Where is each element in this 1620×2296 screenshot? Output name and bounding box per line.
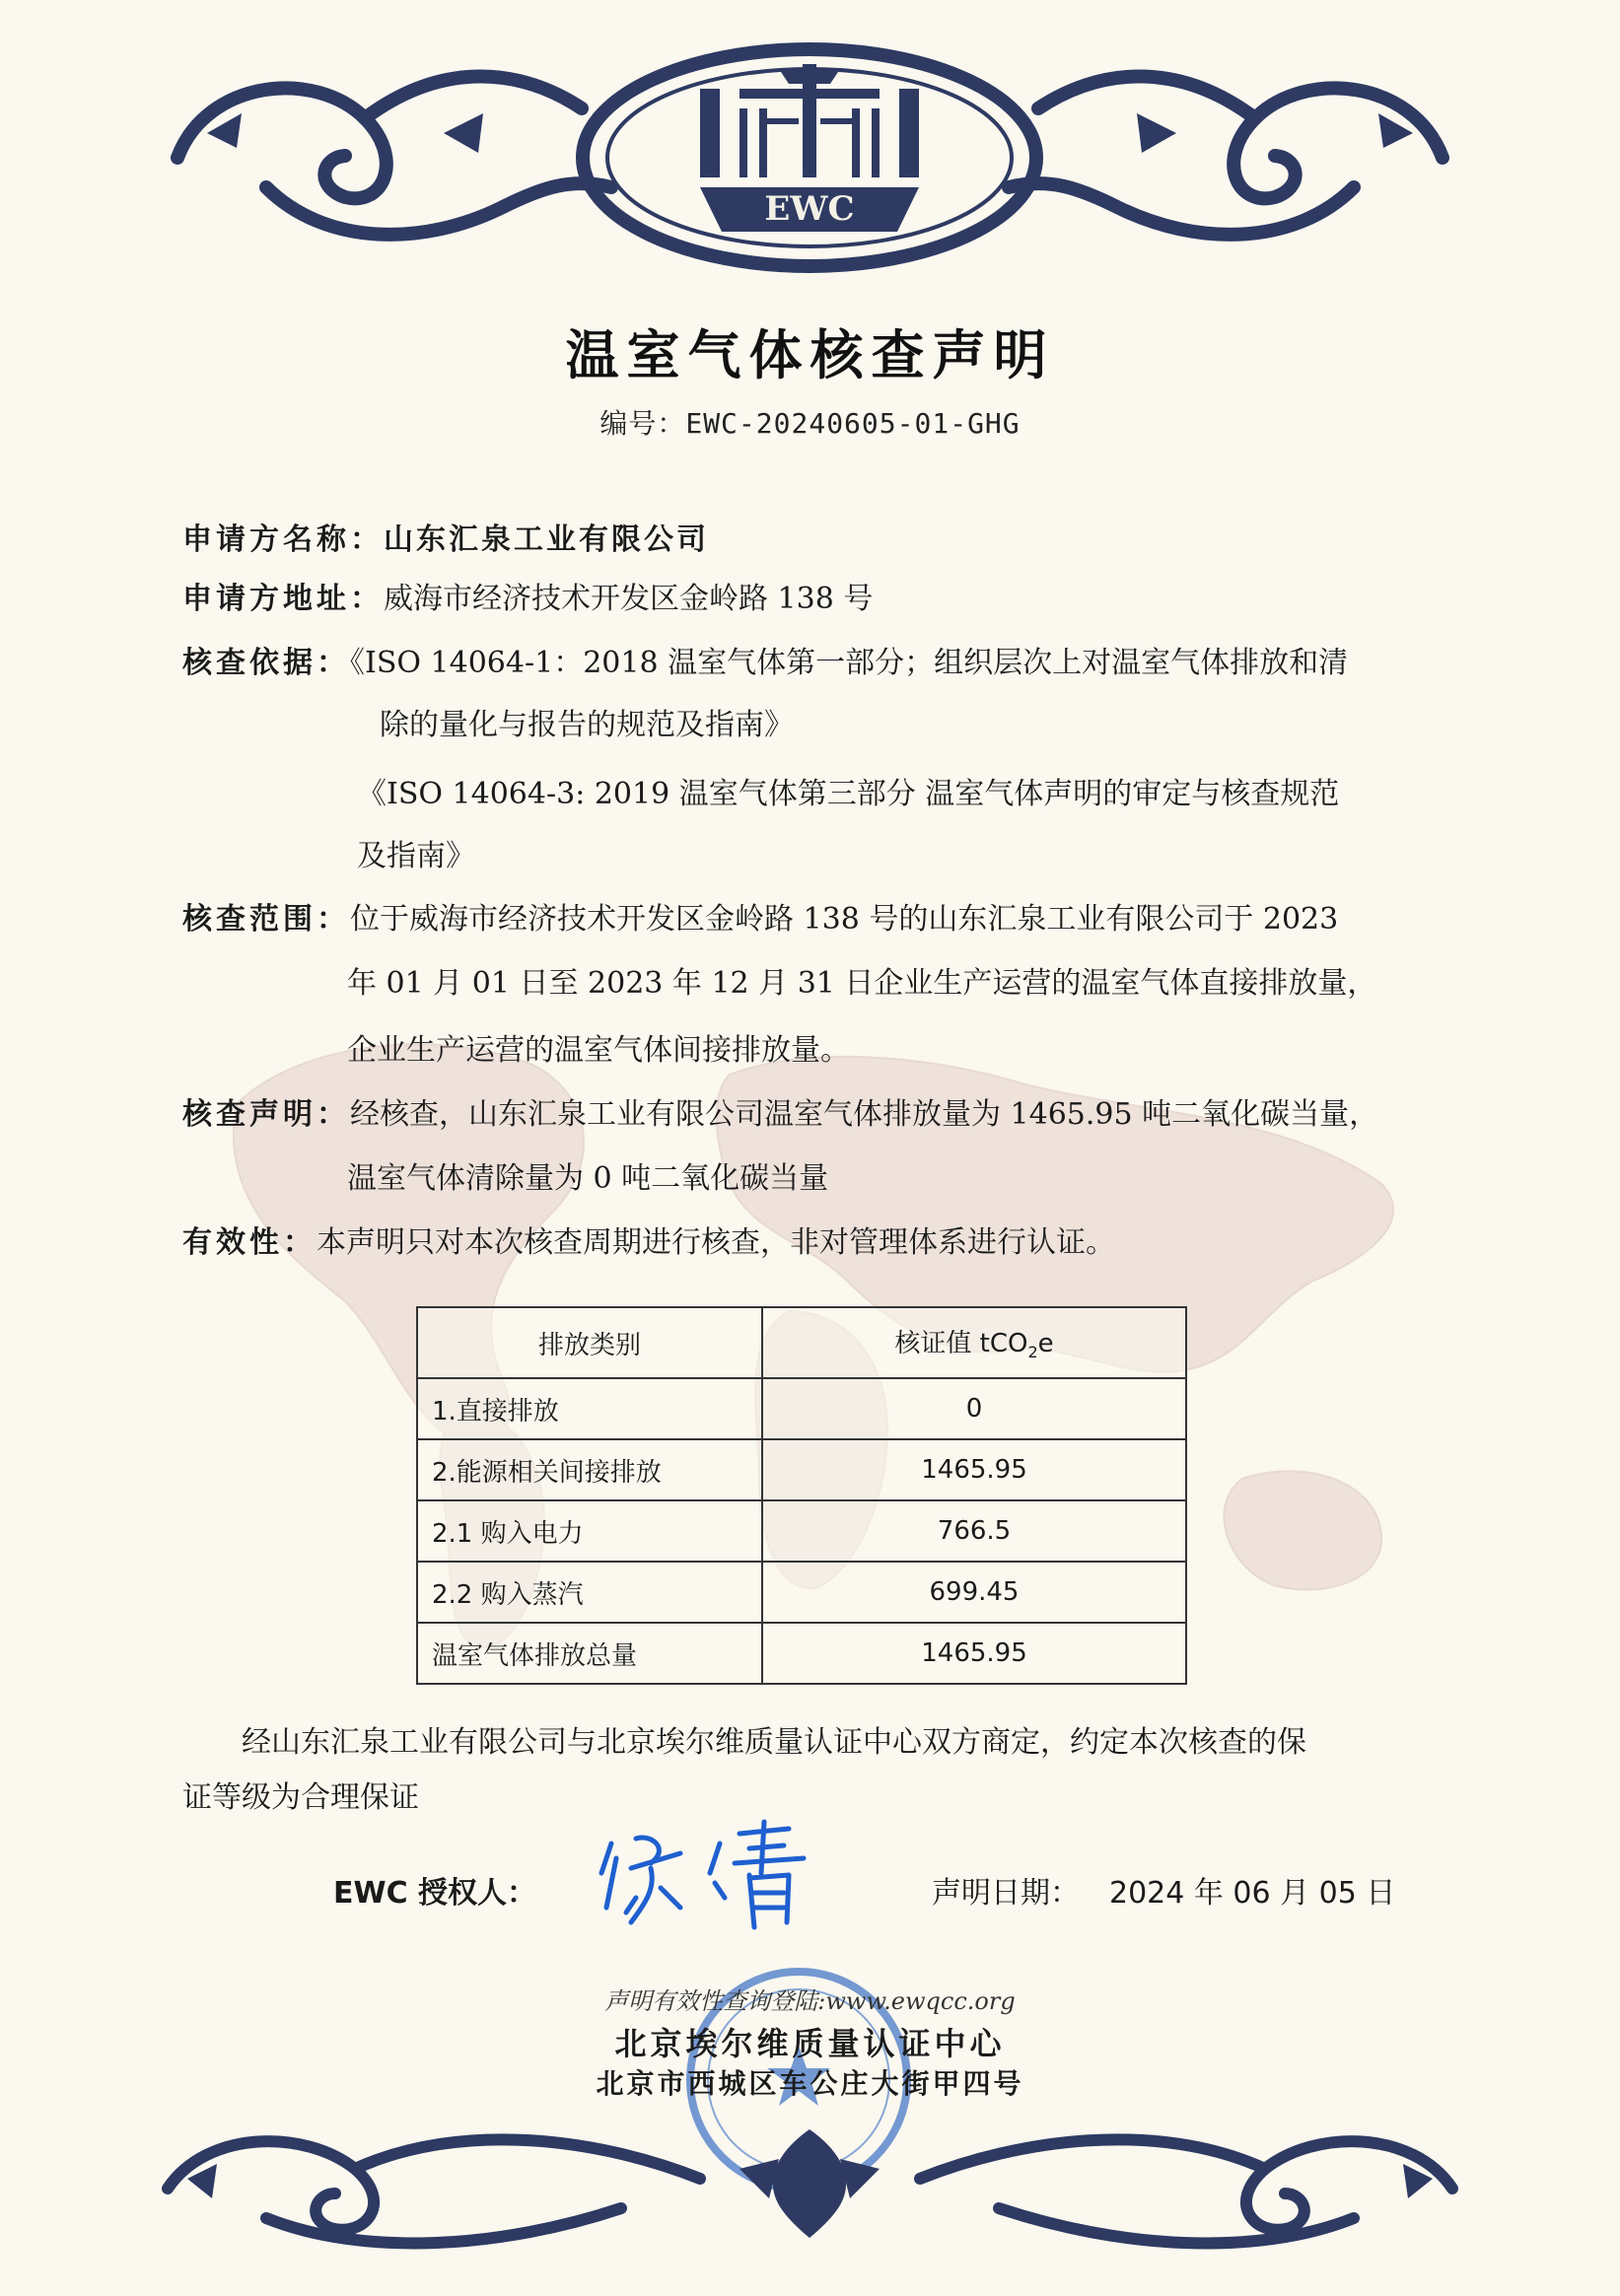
row-category: 温室气体排放总量 [417, 1623, 762, 1684]
agreement-text [182, 1715, 1454, 1826]
row-category: 1.直接排放 [417, 1378, 762, 1439]
basis-label: 核查依据： [182, 646, 350, 680]
table-row [417, 1439, 1186, 1500]
statement-row [182, 1079, 1454, 1150]
column-header-category: 排放类别 [417, 1307, 762, 1378]
basis-line-3: 《ISO 14064-3: 2019 温室气体第三部分 温室气体声明的审定与核查规范 [357, 777, 1340, 811]
agreement-line-1: 经山东汇泉工业有限公司与北京埃尔维质量认证中心双方商定，约定本次核查的保 [242, 1725, 1306, 1760]
org-name: 北京埃尔维质量认证中心 [614, 2025, 1006, 2062]
certificate-number: 编号：EWC-20240605-01-GHG [599, 407, 1021, 440]
statement-label: 核查声明： [182, 1097, 350, 1132]
ewc-logo-text: EWC [764, 189, 855, 229]
table-row [417, 1562, 1186, 1623]
footer-ornament [148, 2110, 1472, 2258]
row-value: 1465.95 [762, 1439, 1186, 1500]
row-value: 0 [762, 1378, 1186, 1439]
page-title: 温室气体核查声明 [565, 323, 1055, 386]
statement-date: 2024 年 06 月 05 日 [1109, 1876, 1396, 1911]
basis-line-4: 及指南》 [357, 839, 475, 873]
applicant-address: 威海市经济技术开发区金岭路 138 号 [384, 582, 874, 616]
scope-line-1: 位于威海市经济技术开发区金岭路 138 号的山东汇泉工业有限公司于 2023 [350, 902, 1339, 937]
statement-line-1: 经核查，山东汇泉工业有限公司温室气体排放量为 1465.95 吨二氧化碳当量， [350, 1097, 1379, 1132]
emissions-table [416, 1306, 1187, 1685]
applicant-name-label: 申请方名称： [182, 522, 384, 557]
statement-line-2: 温室气体清除量为 0 吨二氧化碳当量 [347, 1161, 829, 1196]
basis-line-1: 《ISO 14064-1：2018 温室气体第一部分；组织层次上对温室气体排放和清 [350, 646, 1349, 680]
basis-row [182, 628, 1454, 699]
validity-row [182, 1208, 1454, 1279]
handwritten-signature [592, 1814, 838, 1932]
table-header-row [417, 1307, 1186, 1378]
scope-line-2: 年 01 月 01 日至 2023 年 12 月 31 日企业生产运营的温室气体直接排放量， [347, 966, 1377, 1001]
row-value: 699.45 [762, 1562, 1186, 1623]
applicant-address-row [182, 564, 1454, 635]
org-address: 北京市西城区车公庄大街甲四号 [596, 2067, 1024, 2100]
basis-line-2: 除的量化与报告的规范及指南》 [380, 708, 794, 742]
table-row [417, 1623, 1186, 1684]
agreement-line-2: 证等级为合理保证 [182, 1780, 419, 1815]
scope-label: 核查范围： [182, 902, 350, 937]
table-row [417, 1500, 1186, 1562]
verify-link[interactable]: 声明有效性查询登陆:www.ewqcc.org [604, 1987, 1016, 2015]
row-category: 2.能源相关间接排放 [417, 1439, 762, 1500]
column-header-value: 核证值 tCO$_2$e [762, 1307, 1186, 1378]
applicant-address-label: 申请方地址： [182, 582, 384, 616]
authorizer-label: EWC 授权人： [333, 1876, 537, 1911]
scope-line-3: 企业生产运营的温室气体间接排放量。 [347, 1033, 850, 1068]
row-value: 1465.95 [762, 1623, 1186, 1684]
validity-label: 有效性： [182, 1225, 317, 1260]
scope-row [182, 884, 1454, 955]
table-row [417, 1378, 1186, 1439]
applicant-name: 山东汇泉工业有限公司 [384, 522, 709, 557]
validity-text: 本声明只对本次核查周期进行核查，非对管理体系进行认证。 [317, 1225, 1115, 1260]
date-label: 声明日期： [932, 1876, 1080, 1911]
row-value: 766.5 [762, 1500, 1186, 1562]
row-category: 2.2 购入蒸汽 [417, 1562, 762, 1623]
row-category: 2.1 购入电力 [417, 1500, 762, 1562]
header-ornament [148, 39, 1472, 276]
